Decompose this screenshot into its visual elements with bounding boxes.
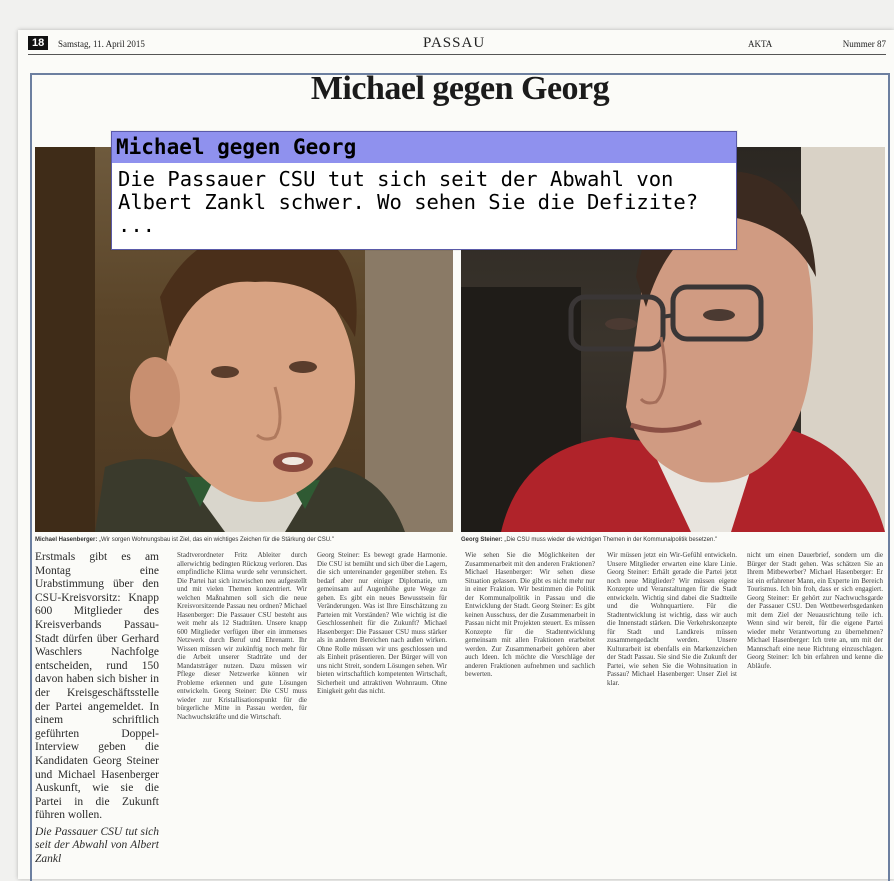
tooltip-text: Die Passauer CSU tut sich seit der Abwahl von Albert Zankl schwer. Wo sehen Sie die Defizite? ... [118,167,699,237]
caption-left [35,537,453,543]
caption-right [461,537,885,543]
tooltip-popup[interactable] [111,131,737,250]
body-column-3 [465,551,595,881]
lead-column [35,551,159,881]
lead-paragraph: Erstmals gibt es am Montag eine Urabstimmung über den CSU-Kreisvorsitz: Knapp 600 Mitglieder des Kreisverbands Passau-Stadt dürfen über Gerhard Waschlers Nachfolge entscheiden, rund 150 davon haben sich bisher in der Kreisgeschäftsstelle der Partei angemeldet. In einem schriftlich geführten Doppel-Interview geben die Kandidaten Georg Steiner und Michael Hasenberger Auskunft, wie sie die Partei in die Zukunft führen wollen. [35,551,159,822]
lead-question: Die Passauer CSU tut sich seit der Abwahl von Albert Zankl [35,825,159,866]
body-column-4 [607,551,737,881]
caption-left-name: Michael Hasenberger: [35,537,98,543]
page-number: 18 [28,36,48,50]
column-text: Georg Steiner: Es bewegt grade Harmonie. Die CSU ist bemüht und sich über die Lagern, die sich untereinander gegenüber stehen. Es bedarf aber nur einiger Diplomatie, um gemeinsam auf Augenhöhe gute Wege zu gehen. Es gibt ein neues Bewusstsein für Veränderungen. Was ist Ihre Einschätzung zu Parteien mit Vorständen? Wie wichtig ist die Geschlossenheit für die Zukunft? Michael Hasenberger: Die Passauer CSU muss stärker als in anderen Bereichen nach außen wirken. Ohne Rolle müssen wir uns geschlossen und als Einheit präsentieren. Der Bürger will von uns nicht Streit, sondern Lösungen sehen. Wir bieten wirtschaftlich kompetenten Wirtschaft, Sicherheit und attraktiven Wohnraum. Ohne Einigkeit geht das nicht. [317,551,447,695]
body-column-2 [317,551,447,881]
tooltip-title: Michael gegen Georg [112,132,736,163]
source-label: AKTA [748,39,773,49]
column-text: nicht um einen Dauerbrief, sondern um die Bürger der Stadt gehen. Was schätzen Sie an Ihrem Mitbewerber? Michael Hasenberger: Er ist ein erfahrener Mann, ein Experte im Bereich Tourismus. Ich bin froh, dass er sich engagiert. Georg Steiner: Er gehört zur Nachwuchsgarde der Passauer CSU. Den Wettbewerbsgedanken mit dem Ziel der Neuausrichtung teile ich. Wenn sind wir bereit, für die eigene Partei wieder mehr Verantwortung zu übernehmen? Michael Hasenberger: Ich trete an, um mit der Mannschaft eine neue Richtung einzuschlagen. Georg Steiner: Ich bin erfahren und kenne die Abläufe. [747,551,883,670]
body-column-5 [747,551,883,881]
page-header [28,36,886,55]
caption-left-text: „Wir sorgen Wohnungsbau ist Ziel, das ein wichtiges Zeichen für die Stärkung der CSU." [99,537,334,543]
column-text: Wie sehen Sie die Möglichkeiten der Zusammenarbeit mit den anderen Fraktionen? Michael Hasenberger: Wir sehen diese Situation gelassen. Die gibt es nicht mehr nur in einer Fraktion. Wir bestimmen die Politik der Kommunalpolitik in Passau und die Entwicklung der Stadt. Georg Steiner: Es gibt keinen Ausschuss, der die Zusammenarbeit in Passau nicht mit Projekten steuert. Es müssen Konzepte für die Stadtentwicklung gemeinsam mit allen Fraktionen erarbeitet werden. Zur Zusammenarbeit gehören aber auch Ideen. Ich möchte die Vorschläge der anderen Fraktionen aufnehmen und sachlich bewerten. [465,551,595,678]
caption-right-text: „Die CSU muss wieder die wichtigen Themen in der Kommunalpolitik besetzen." [504,537,718,543]
article-body [35,551,885,881]
section-title: PASSAU [423,35,486,51]
caption-right-name: Georg Steiner: [461,537,503,543]
column-text: Stadtverordneter Fritz Ableiter durch allerwichtig bedingten Rückzug verloren. Das empfindliche Klima wurde sehr verunsichert. Die Partei hat sich inzwischen neu aufgestellt und mit vielen Themen konzentriert. Wir welchen Maßnahmen soll sich die neue Kreisvorsitzende Passau neu ordnen? Michael Hasenberger: Die Passauer CSU besteht aus weit mehr als 12 Stadträten. Unsere knapp 600 Mitglieder verfügen über ein immenses Netzwerk durch Beruf und Ehrenamt. Ihr Wissen müssen wir zukünftig noch mehr für die Arbeit unserer Stadträte und der Mandatsträger nutzen. Dazu müssen wir Pflege dieser Netzwerke können wir Probleme erkennen und gute Lösungen entwickeln. Georg Steiner: Die CSU muss wieder zur Kristallisationspunkt für die bürgerliche Mitte in Passau werden, für Nachwuchskräfte und die Wirtschaft. [177,551,307,721]
article-headline: Michael gegen Georg [310,70,610,107]
column-text: Wir müssen jetzt ein Wir-Gefühl entwickeln. Unsere Mitglieder erwarten eine klare Linie. Georg Steiner: Erhält gerade die Partei jetzt noch neue Mitglieder? Wir müssen eigene Konzepte und Veranstaltungen für die Stadt entwickeln. Wichtig sind dabei die Stadtteile und die Wohnquartiere. Für die Stadtentwicklung ist wichtig, dass wir auch die Innenstadt stärken. Die Verkehrskonzepte für Stadt und Landkreis müssen zusammengedacht werden. Unsere Kulturarbeit ist ebenfalls ein Markenzeichen der Stadt Passau. Sie sind Sie die Zukunft der Partei, wie sehen Sie die Wohnsituation in Passau? Michael Hasenberger: Unser Ziel ist klar. [607,551,737,687]
body-column-1 [177,551,307,881]
issue-date: Samstag, 11. April 2015 [58,39,145,49]
issue-number: Nummer 87 [842,39,886,49]
